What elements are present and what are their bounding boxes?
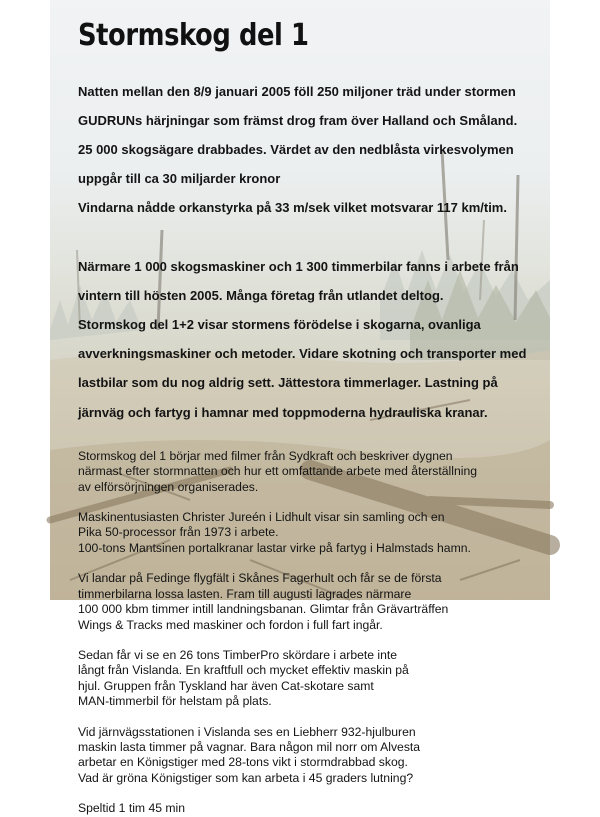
intro-line: uppgår till ca 30 miljarder kronor (78, 171, 281, 187)
intro-line: Stormskog del 1+2 visar stormens förödelse i skogarna, ovanliga (78, 317, 481, 333)
intro-line: Vindarna nådde orkanstyrka på 33 m/sek vilket motsvarar 117 km/tim. (78, 200, 507, 216)
paragraph-vislanda: Vid järnvägsstationen i Vislanda ses en Liebherr 932-hjulburen maskin lasta timmer på vagnar. Bara någon mil norr om Alvesta arbetar en Königstiger med 28-tons vikt i stormdrabbad skog. Vad är gröna Königstiger som kan arbeta i 45 graders lutning? (78, 724, 421, 785)
paragraph-sydkraft: Stormskog del 1 börjar med filmer från Sydkraft och beskriver dygnen närmast efter stormnatten och hur ett omfattande arbete med återställning av elförsörjningen organiserades. (78, 448, 478, 494)
intro-paragraph (78, 70, 538, 435)
paragraph-jureen: Maskinentusiasten Christer Jureén i Lidhult visar sin samling och en Pika 50-processor från 1973 i arbete. 100-tons Mantsinen portalkranar lastar virke på fartyg i Halmstads hamn. (78, 510, 471, 555)
page-title: Stormskog del 1 (78, 18, 309, 53)
cover-page (50, 0, 550, 816)
intro-line: järnväg och fartyg i hamnar med toppmoderna hydrauliska kranar. (78, 404, 488, 420)
intro-line: Natten mellan den 8/9 januari 2005 föll 250 miljoner träd under stormen (78, 83, 516, 99)
intro-line: GUDRUNs härjningar som främst drog fram över Halland och Småland. (78, 112, 518, 128)
intro-line: 25 000 skogsägare drabbades. Värdet av den nedblåsta virkesvolymen (78, 141, 514, 157)
intro-line-spacer (78, 231, 538, 246)
intro-line: avverkningsmaskiner och metoder. Vidare skotning och transporter med (78, 346, 527, 362)
intro-line: lastbilar som du nog aldrig sett. Jättestora timmerlager. Lastning på (78, 375, 498, 391)
paragraph-fedinge: Vi landar på Fedinge flygfält i Skånes Fagerhult och får se de första timmerbilarna lossa lasten. Fram till augusti lagrades närmare 100 000 kbm timmer intill landningsbanan. Glimtar från Grävarträffen Wings & Tracks med maskiner och fordon i full fart ingår. (78, 571, 449, 632)
intro-line: Närmare 1 000 skogsmaskiner och 1 300 timmerbilar fanns i arbete från (78, 258, 519, 274)
paragraph-timberpro: Sedan får vi se en 26 tons TimberPro skördare i arbete inte långt från Vislanda. En kraftfull och mycket effektiv maskin på hjul. Gruppen från Tyskland har även Cat-skotare samt MAN-timmerbil för helstam på plats. (78, 647, 409, 709)
running-time: Speltid 1 tim 45 min (78, 801, 186, 816)
intro-line: vintern till hösten 2005. Många företag från utlandet deltog. (78, 287, 444, 303)
description-body (78, 70, 538, 817)
